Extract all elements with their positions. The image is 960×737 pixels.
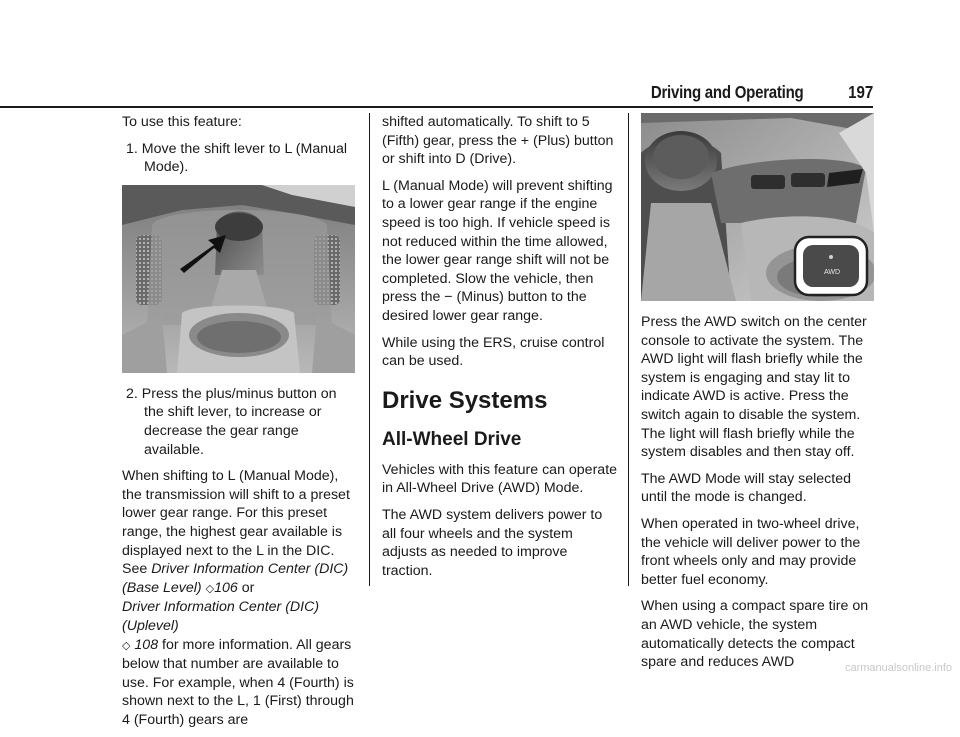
awd-system-paragraph: The AWD system delivers power to all four wheels and the system adjusts as needed to improve traction. <box>382 506 603 579</box>
shift-paragraph: shifted automatically. To shift to 5 (Fifth) gear, press the + (Plus) button or shift into D (Drive). <box>382 114 614 168</box>
paragraph-text: for more information. All gears below that number are available to use. For example, when 4 (Fourth) is shown next to the L, 1 (First) through 4 (Fourth) gears are <box>122 636 354 728</box>
page-number: 197 <box>847 82 873 102</box>
awd-intro-paragraph: Vehicles with this feature can operate in All-Wheel Drive (AWD) Mode. <box>382 461 618 497</box>
paragraph-text: or <box>237 579 255 596</box>
cross-reference-link[interactable]: Driver Information Center (DIC) (Uplevel) <box>122 599 320 634</box>
manual-mode-limit-paragraph: L (Manual Mode) will prevent shifting to a lower gear range if the engine speed is too high. If vehicle speed is not reduced within the time allowed, the lower gear range shift will not be completed. Slow the vehicle, then press the − (Minus) button to the desired lower gear range. <box>382 177 613 324</box>
awd-inset-label: AWD <box>824 269 841 276</box>
cross-reference-link[interactable]: Driver Information Center (DIC) (Base Level) <box>122 561 349 596</box>
compact-spare-paragraph: When using a compact spare tire on an AWD vehicle, the system automatically detects the compact spare and reduces AWD <box>641 598 869 671</box>
shift-lever-photo <box>122 185 355 373</box>
page-header <box>0 82 873 104</box>
header-rule <box>0 106 873 108</box>
column-divider <box>369 113 370 586</box>
column-1 <box>122 113 360 737</box>
step-1: 1. Move the shift lever to L (Manual Mode). <box>126 140 348 176</box>
cross-reference-page[interactable]: 106 <box>214 579 238 596</box>
page-ref-arrow-icon: ◇ <box>122 638 131 652</box>
paragraph-text: When shifting to L (Manual Mode), the transmission will shift to a preset lower gear range. For this preset range, the highest gear available is displayed next to the L in the DIC. See <box>122 468 350 578</box>
running-header-section: Driving and Operating <box>650 82 803 102</box>
column-divider <box>628 113 629 586</box>
column-2 <box>382 113 620 588</box>
section-heading: Drive Systems <box>382 386 548 414</box>
watermark: carmanualsonline.info <box>844 662 952 674</box>
two-wheel-paragraph: When operated in two-wheel drive, the vehicle will deliver power to the front wheels only and may provide better fuel economy. <box>641 515 861 588</box>
awd-switch-figure <box>641 113 874 301</box>
cross-reference-page[interactable]: 108 <box>134 636 159 653</box>
step-2: 2. Press the plus/minus button on the shift lever, to increase or decrease the gear range available. <box>126 385 337 458</box>
awd-switch-paragraph: Press the AWD switch on the center console to activate the system. The AWD light will flash briefly while the system is engaging and stay lit to indicate AWD is active. Press the switch again to disable the system. The light will flash briefly while the system disables and then stay off. <box>641 314 867 461</box>
intro-text: To use this feature: <box>122 114 242 130</box>
page-ref-arrow-icon: ◇ <box>205 581 215 595</box>
manual-mode-paragraph <box>122 467 360 729</box>
awd-mode-paragraph: The AWD Mode will stay selected until the mode is changed. <box>641 470 851 506</box>
subsection-heading: All-Wheel Drive <box>382 428 522 450</box>
column-3 <box>641 113 879 680</box>
ers-cruise-paragraph: While using the ERS, cruise control can be used. <box>382 334 605 370</box>
